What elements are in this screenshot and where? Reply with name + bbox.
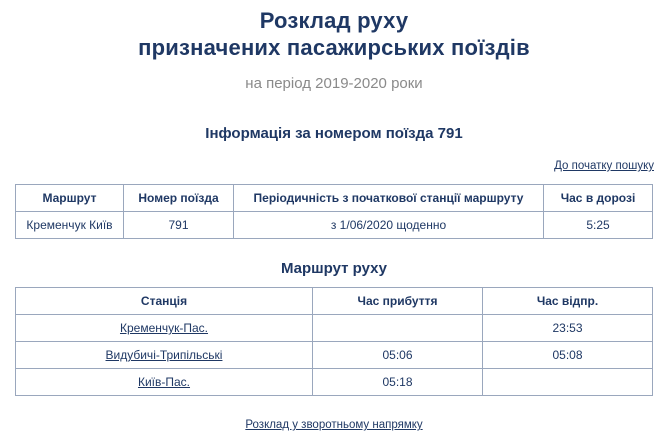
- cell-station: [16, 369, 313, 396]
- table-row: [16, 315, 653, 342]
- back-to-search-link[interactable]: До початку пошуку: [554, 160, 654, 172]
- page-title-line-1: Розклад руху: [259, 8, 409, 33]
- cell-station: [16, 342, 313, 369]
- cell-arrival: 05:06: [313, 342, 483, 369]
- cell-departure: [483, 369, 653, 396]
- page-subtitle: на період 2019-2020 роки: [245, 75, 423, 92]
- column-header-station: Станція: [16, 288, 313, 315]
- table-row: [16, 212, 653, 239]
- column-header-periodicity: Періодичність з початкової станції маршруту: [234, 185, 544, 212]
- cell-departure: 23:53: [483, 315, 653, 342]
- cell-station: [16, 315, 313, 342]
- column-header-arrival: Час прибуття: [313, 288, 483, 315]
- station-link[interactable]: Кременчук-Пас.: [119, 321, 209, 335]
- column-header-train-number: Номер поїзда: [124, 185, 234, 212]
- table-row: [16, 369, 653, 396]
- table-header-row: [16, 185, 653, 212]
- table-header-row: [16, 288, 653, 315]
- column-header-departure: Час відпр.: [483, 288, 653, 315]
- station-link[interactable]: Видубичі-Трипільські: [105, 348, 223, 362]
- page-title-line-2: призначених пасажирських поїздів: [138, 35, 530, 60]
- info-section-heading: Інформація за номером поїзда 791: [205, 125, 463, 142]
- train-info-table: [15, 184, 653, 239]
- cell-arrival: 05:18: [313, 369, 483, 396]
- column-header-route: Маршрут: [16, 185, 124, 212]
- column-header-travel-time: Час в дорозі: [544, 185, 653, 212]
- cell-departure: 05:08: [483, 342, 653, 369]
- route-stops-table: [15, 287, 653, 396]
- reverse-schedule-row: [0, 415, 668, 433]
- cell-periodicity: з 1/06/2020 щоденно: [234, 212, 544, 239]
- cell-arrival: [313, 315, 483, 342]
- reverse-schedule-link[interactable]: Розклад у зворотньому напрямку: [245, 419, 423, 431]
- page-header: [0, 0, 668, 92]
- station-link[interactable]: Київ-Пас.: [137, 375, 191, 389]
- cell-route: Кременчук Київ: [16, 212, 124, 239]
- route-section-heading: Маршрут руху: [280, 260, 388, 277]
- back-to-search-row: [0, 156, 668, 174]
- cell-train-number: 791: [124, 212, 234, 239]
- table-row: [16, 342, 653, 369]
- cell-travel-time: 5:25: [544, 212, 653, 239]
